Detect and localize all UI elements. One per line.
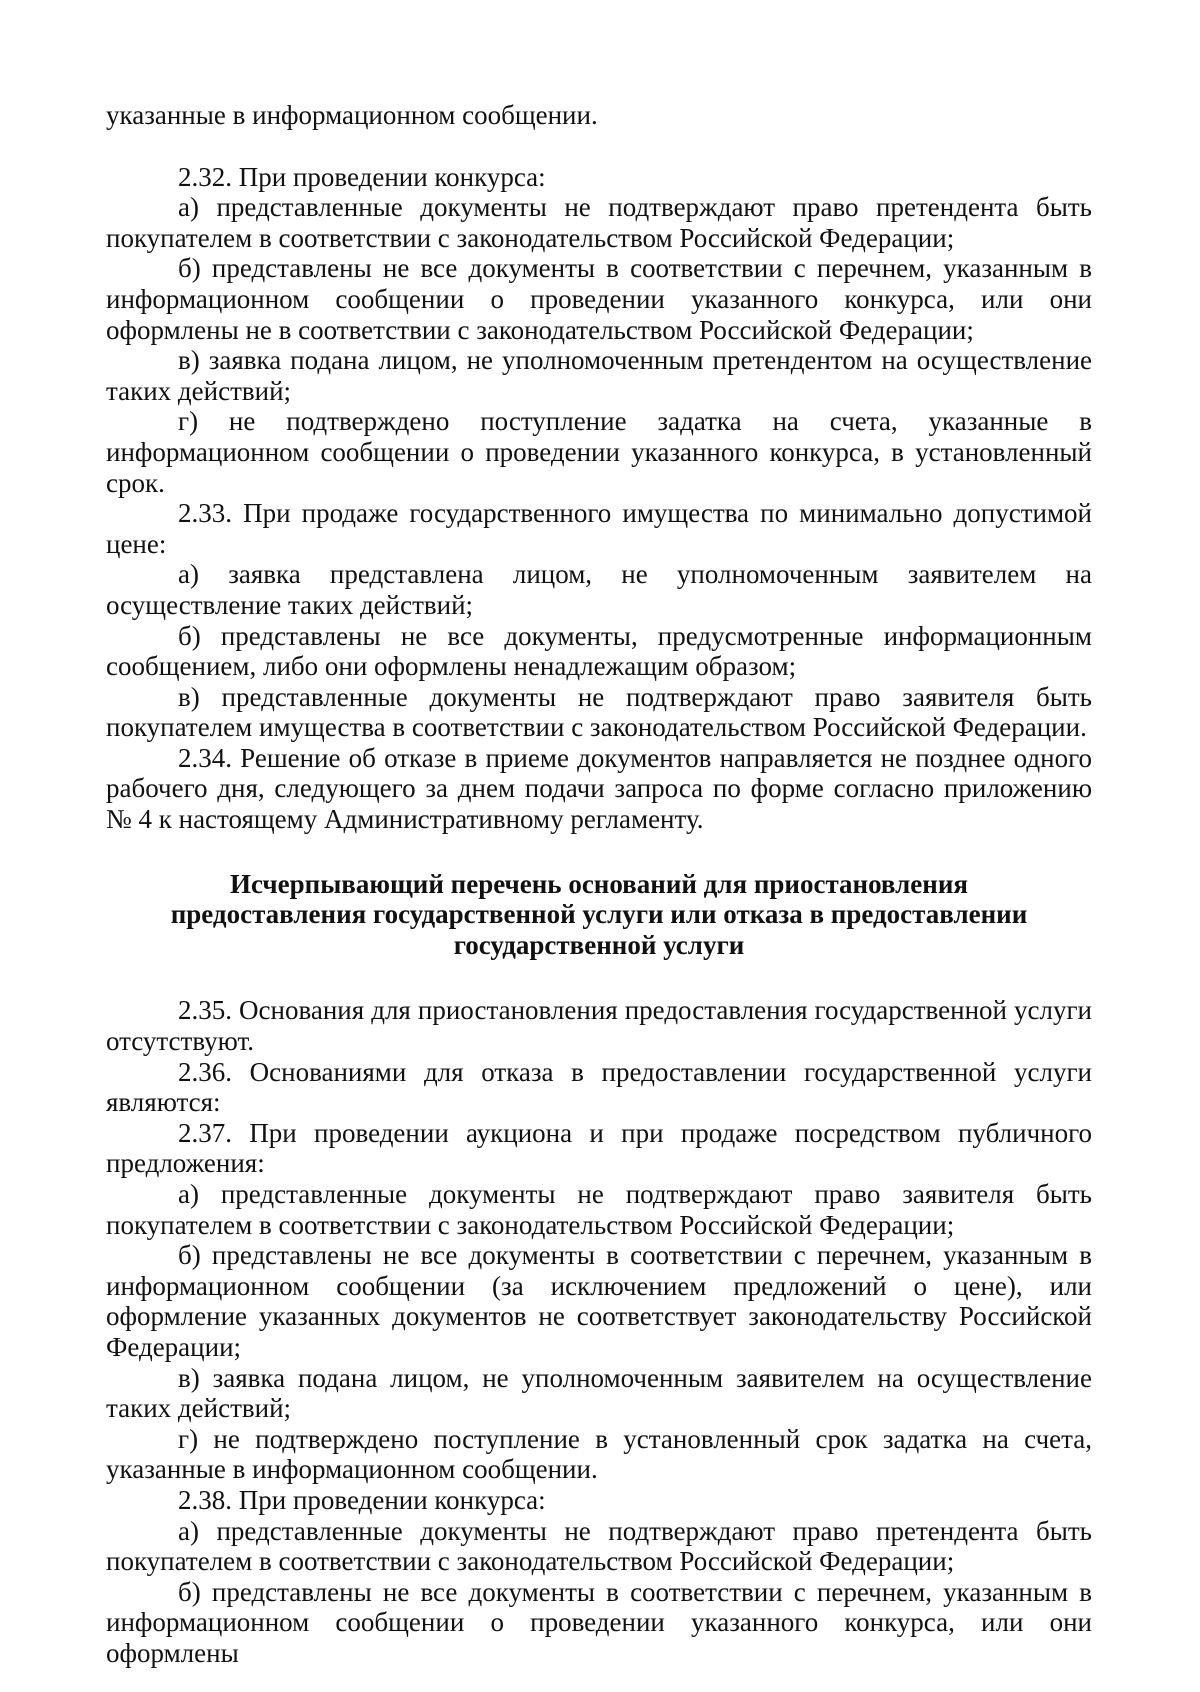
paragraph: б) представлены не все документы в соответствии с перечнем, указанным в информационном сообщении о проведении указанного конкурса, или они оформлены не в соответствии с законодательством Российской Федерации; [106,253,1092,345]
paragraph: б) представлены не все документы, предусмотренные информационным сообщением, либо они оформлены ненадлежащим образом; [106,620,1092,682]
paragraph: в) заявка подана лицом, не уполномоченным заявителем на осуществление таких действий; [106,1362,1092,1424]
paragraph: а) заявка представлена лицом, не уполномоченным заявителем на осуществление таких действий; [106,559,1092,620]
paragraph: г) не подтверждено поступление в установленный срок задатка на счета, указанные в информационном сообщении. [106,1423,1092,1485]
section-heading-line: Исчерпывающий перечень оснований для приостановления [229,868,969,899]
paragraph: а) представленные документы не подтверждают право заявителя быть покупателем в соответствии с законодательством Российской Федерации; [106,1179,1092,1240]
paragraph: в) представленные документы не подтверждают право заявителя быть покупателем имущества в соответствии с законодательством Российской Федерации. [106,681,1092,743]
paragraph: 2.35. Основания для приостановления предоставления государственной услуги отсутствуют. [106,995,1092,1057]
paragraph: б) представлены не все документы в соответствии с перечнем, указанным в информационном сообщении (за исключением предложений о цене), или оформление указанных документов не соответствует законодательству Российской Федерации; [106,1240,1092,1362]
section-heading-line: государственной услуги [453,929,745,960]
paragraph: б) представлены не все документы в соответствии с перечнем, указанным в информационном сообщении о проведении указанного конкурса, или они оформлены [106,1576,1092,1668]
paragraph: 2.32. При проведении конкурса: [178,161,546,192]
paragraph: а) представленные документы не подтверждают право претендента быть покупателем в соответствии с законодательством Российской Федерации; [106,1515,1092,1577]
section-2-32-to-2-34 [106,162,1092,835]
section-heading-line: предоставления государственной услуги или отказа в предоставлении [170,899,1028,930]
paragraph: 2.37. При проведении аукциона и при продаже посредством публичного предложения: [106,1117,1092,1179]
paragraph: г) не подтверждено поступление задатка на счета, указанные в информационном сообщении о проведении указанного конкурса, в установленный срок. [106,406,1092,498]
paragraph: а) представленные документы не подтверждают право претендента быть покупателем в соответствии с законодательством Российской Федерации; [106,192,1092,253]
paragraph-continuation: указанные в информационном сообщении. [106,100,598,130]
document-body [106,100,1092,1669]
paragraph: 2.38. При проведении конкурса: [178,1484,546,1515]
section-heading [106,869,1092,961]
paragraph: 2.34. Решение об отказе в приеме документов направляется не позднее одного рабочего дня, следующего за днем подачи запроса по форме согласно приложению № 4 к настоящему Административному регламенту. [106,742,1092,835]
paragraph: в) заявка подана лицом, не уполномоченным претендентом на осуществление таких действий; [106,345,1092,406]
section-2-35-to-2-38 [106,995,1092,1668]
paragraph: 2.36. Основаниями для отказа в предоставлении государственной услуги являются: [106,1056,1092,1118]
paragraph: 2.33. При продаже государственного имущества по минимально допустимой цене: [106,498,1092,559]
